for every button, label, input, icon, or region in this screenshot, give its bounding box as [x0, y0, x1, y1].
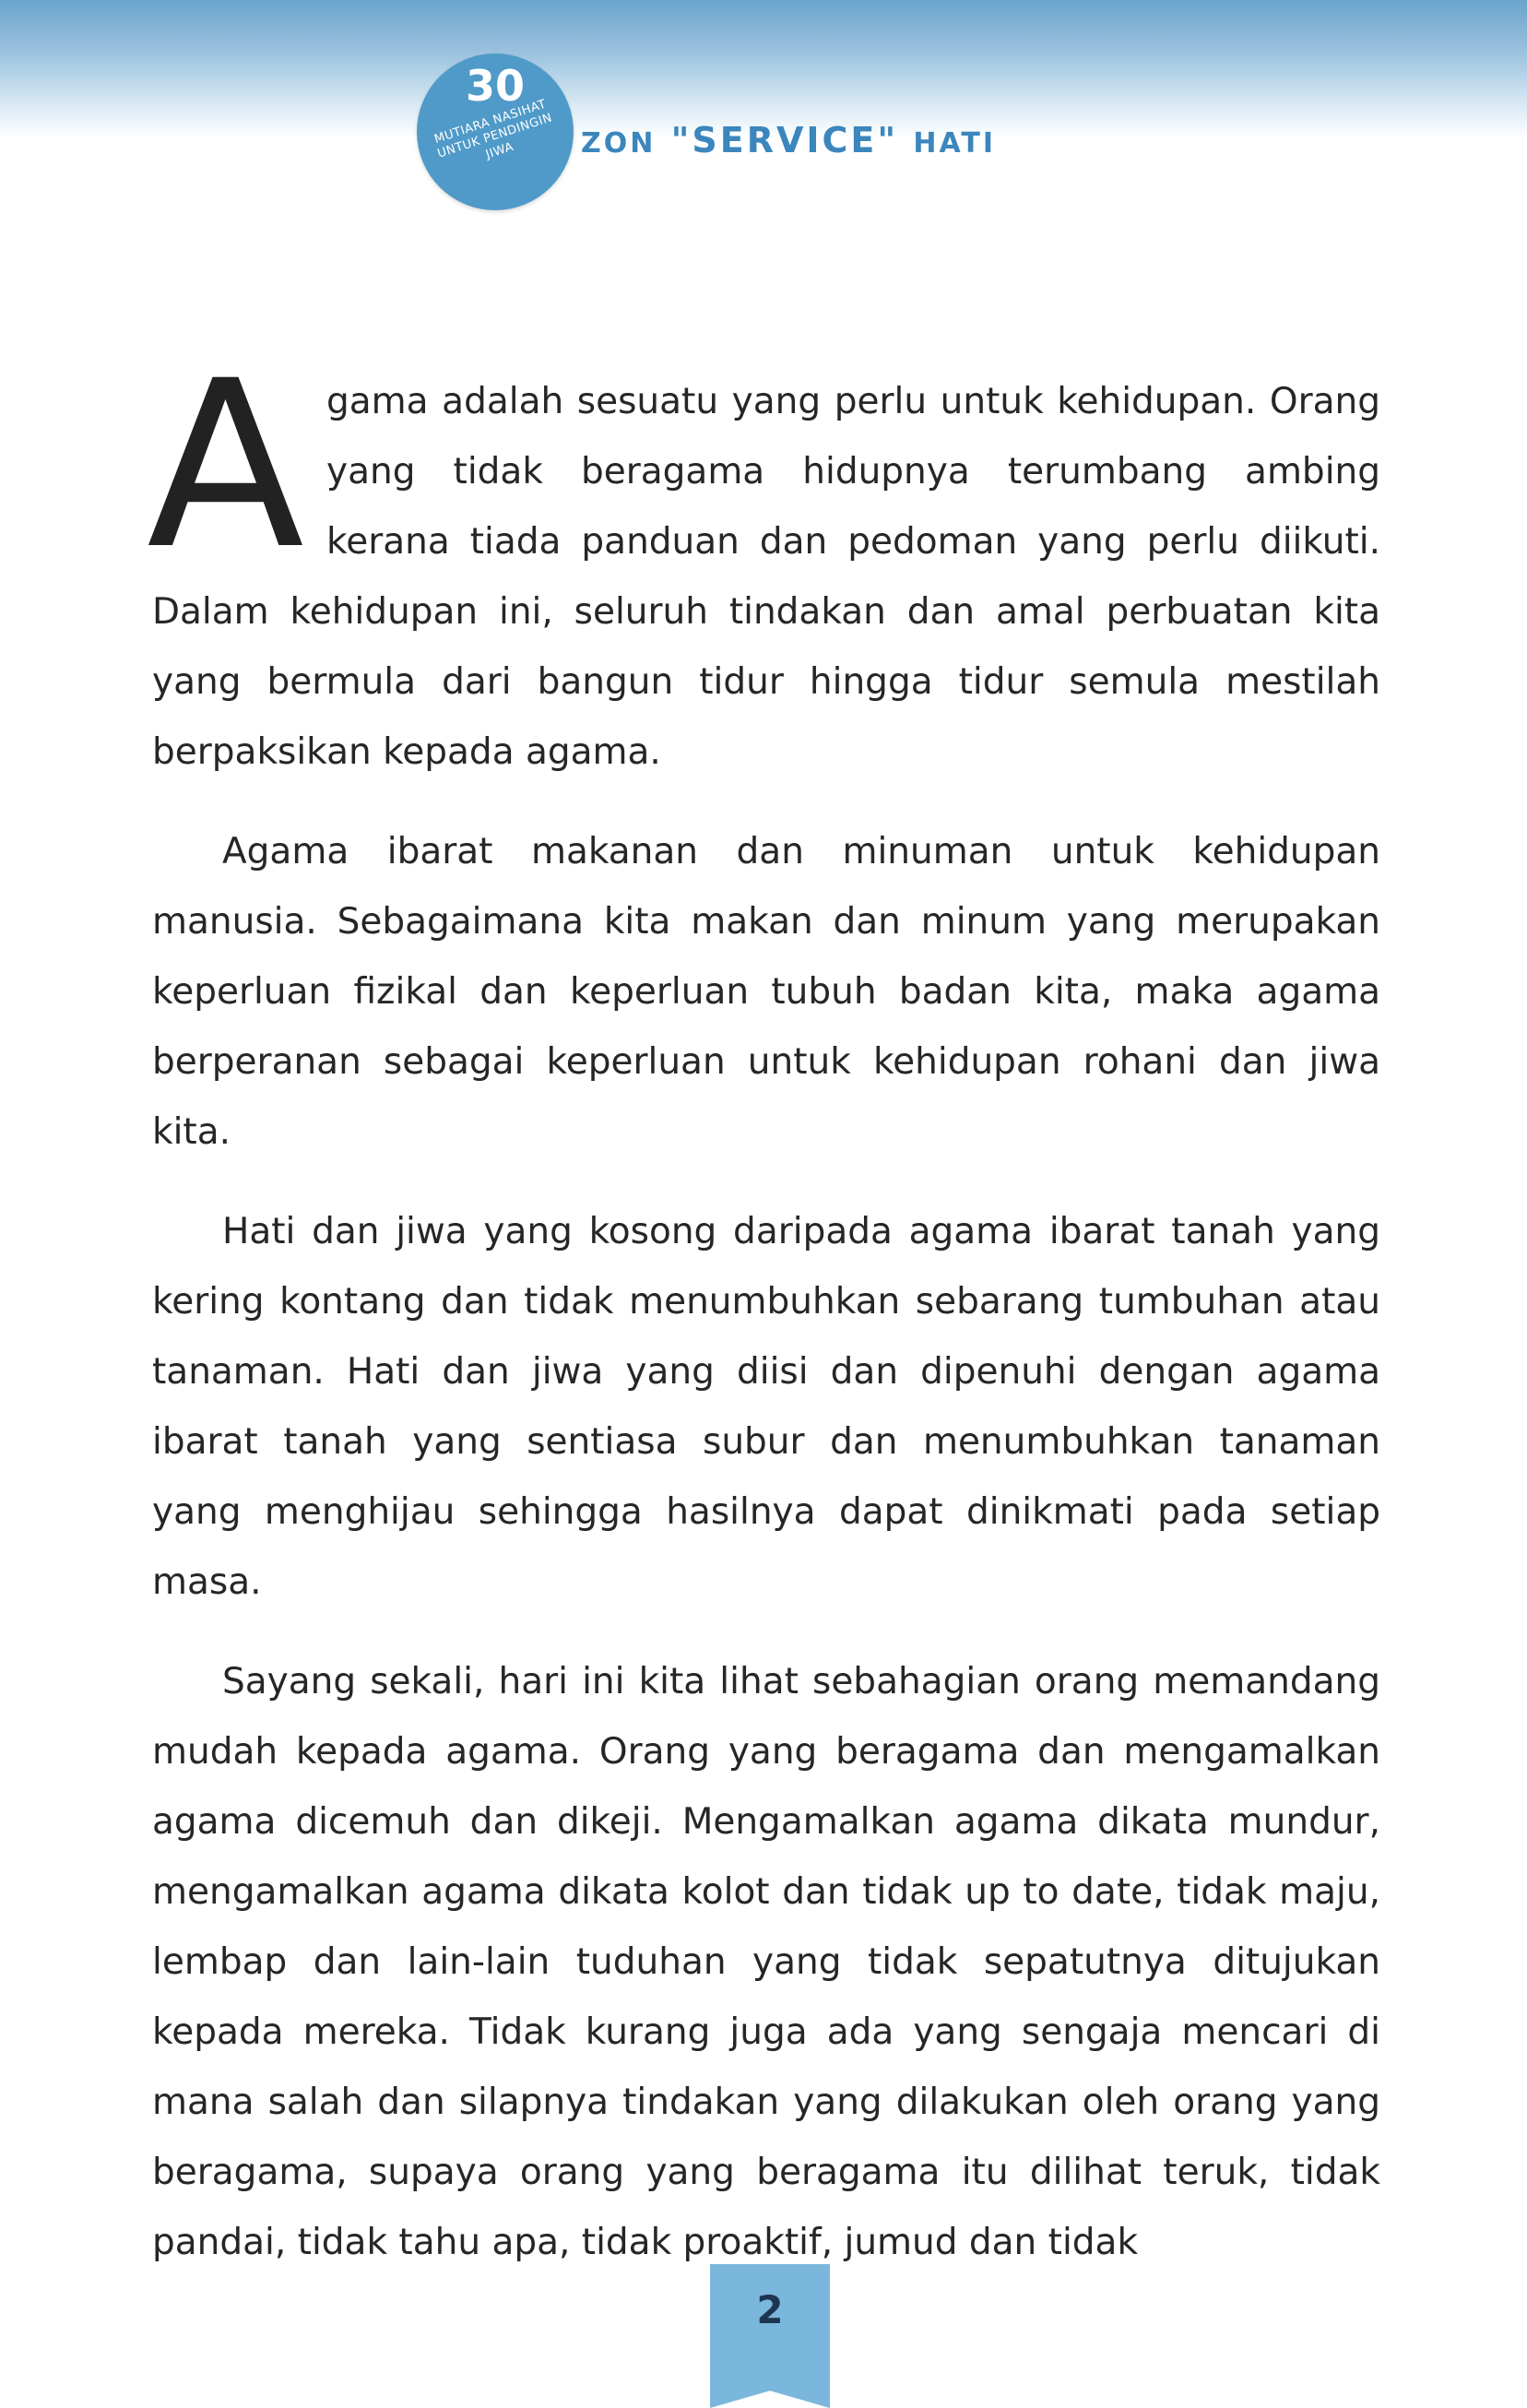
paragraph-2: Agama ibarat makanan dan minuman untuk kehidupan manusia. Sebagaimana kita makan dan minum yang merupakan keperluan fizikal dan keperluan tubuh badan kita, maka agama berperanan sebagai keperluan untuk kehidupan rohani dan jiwa kita. — [152, 831, 1380, 1153]
chapter-title-suffix: HATI — [913, 127, 997, 160]
chapter-title — [581, 120, 996, 160]
header-band — [0, 0, 1527, 138]
page-number-tab — [710, 2264, 830, 2408]
body-text — [147, 331, 1380, 2307]
paragraph-3: Hati dan jiwa yang kosong daripada agama ibarat tanah yang kering kontang dan tidak menumbuhkan sebarang tumbuhan atau tanaman. Hati dan jiwa yang diisi dan dipenuhi dengan agama ibarat tanah yang sentiasa subur dan menumbuhkan tanaman yang menghijau sehingga hasilnya dapat dinikmati pada setiap masa. — [152, 1211, 1380, 1603]
badge-number: 30 — [465, 61, 525, 111]
dropcap-letter: A — [147, 331, 305, 599]
paragraph-4: Sayang sekali, hari ini kita lihat sebahagian orang memandang mudah kepada agama. Orang yang beragama dan mengamalkan agama dicemuh dan dikeji. Mengamalkan agama dikata mundur, mengamalkan agama dikata kolot dan tidak up to date, tidak maju, lembap dan lain-lain tuduhan yang tidak sepatutnya ditujukan kepada mereka. Tidak kurang juga ada yang sengaja mencari di mana salah dan silapnya tindakan yang dilakukan oleh orang yang beragama, supaya orang yang beragama itu dilihat teruk, tidak pandai, tidak tahu apa, tidak proaktif, jumud dan tidak — [152, 1661, 1380, 2263]
series-badge — [417, 53, 574, 210]
paragraph-1-text: gama adalah sesuatu yang perlu untuk kehidupan. Orang yang tidak beragama hidupnya terumbang ambing kerana tiada panduan dan pedoman yang perlu diikuti. Dalam kehidupan ini, seluruh tindakan dan amal perbuatan kita yang bermula dari bangun tidur hingga tidur semula mestilah berpaksikan kepada agama. — [152, 381, 1380, 773]
chapter-title-prefix: ZON — [581, 127, 657, 160]
chapter-title-main: "SERVICE" — [670, 120, 899, 160]
page-number: 2 — [756, 2287, 784, 2332]
paragraph-1 — [147, 331, 1380, 788]
badge-text: MUTIARA NASIHAT UNTUK PENDINGIN JIWA — [432, 97, 554, 162]
